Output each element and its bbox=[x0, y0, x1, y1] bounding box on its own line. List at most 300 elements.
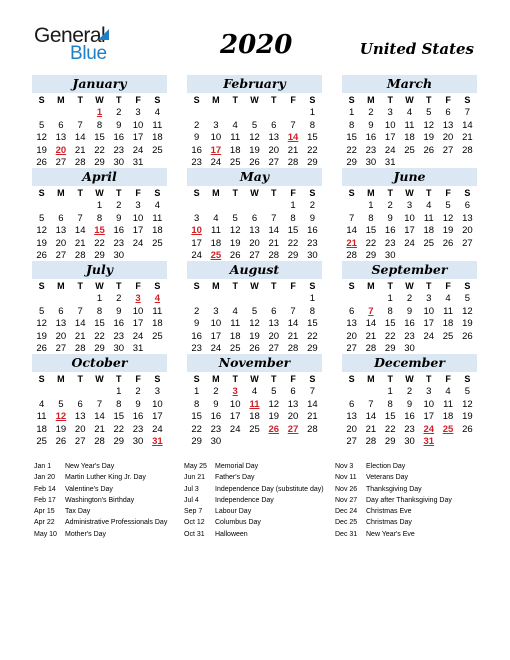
day-cell: 19 bbox=[268, 411, 280, 422]
empty-day bbox=[32, 107, 51, 120]
weekday-header: T bbox=[426, 374, 432, 384]
day-cell: 9 bbox=[135, 398, 141, 410]
weekday-header: M bbox=[367, 188, 375, 198]
holiday-name: Valentine's Day bbox=[65, 485, 113, 493]
weekday-header: T bbox=[77, 374, 83, 384]
weekday-header: S bbox=[193, 188, 200, 198]
day-cell: 28 bbox=[287, 157, 299, 168]
day-cell: 5 bbox=[251, 305, 258, 317]
weekday-header: S bbox=[348, 374, 355, 384]
weekday-header: T bbox=[232, 281, 238, 291]
day-cell: 27 bbox=[74, 436, 86, 447]
day-cell: 1 bbox=[387, 386, 393, 397]
weekday-header: W bbox=[95, 374, 104, 384]
day-cell: 13 bbox=[268, 318, 280, 329]
day-cell: 22 bbox=[94, 237, 105, 249]
day-cell: 21 bbox=[287, 330, 299, 342]
day-cell: 8 bbox=[96, 119, 103, 131]
day-cell: 18 bbox=[404, 132, 415, 143]
empty-day bbox=[264, 200, 283, 213]
empty-day bbox=[187, 200, 206, 213]
day-cell: 25 bbox=[229, 157, 241, 168]
weekday-header: S bbox=[348, 95, 355, 105]
day-cell: 2 bbox=[116, 293, 122, 304]
day-cell: 2 bbox=[193, 305, 200, 317]
day-cell: 28 bbox=[94, 436, 105, 447]
day-cell: 17 bbox=[191, 237, 202, 249]
day-cell: 13 bbox=[287, 398, 299, 410]
day-cell: 22 bbox=[346, 144, 357, 156]
month-grid bbox=[32, 94, 167, 170]
empty-day bbox=[51, 107, 70, 120]
day-cell: 15 bbox=[94, 132, 105, 143]
day-cell: 6 bbox=[251, 212, 258, 224]
holiday-name: Day after Thanksgiving Day bbox=[366, 496, 452, 504]
holiday-name: Father's Day bbox=[215, 474, 255, 482]
day-cell: 13 bbox=[55, 318, 67, 329]
day-cell: 28 bbox=[307, 423, 318, 435]
day-cell: 13 bbox=[462, 212, 473, 224]
holiday-name: Veterans Day bbox=[366, 474, 409, 482]
day-cell: 24 bbox=[404, 237, 415, 249]
day-cell: 8 bbox=[309, 305, 315, 317]
day-cell: 1 bbox=[387, 293, 393, 304]
day-cell: 29 bbox=[113, 436, 125, 447]
month-title: July bbox=[32, 261, 167, 279]
weekday-header: M bbox=[57, 281, 65, 291]
day-cell: 28 bbox=[74, 157, 86, 168]
holiday-item bbox=[184, 472, 324, 483]
day-cell: 15 bbox=[384, 318, 396, 329]
day-cell: 1 bbox=[96, 200, 103, 211]
holiday-name: Independence Day bbox=[215, 496, 274, 504]
month-november bbox=[187, 354, 322, 449]
day-cell: 17 bbox=[423, 411, 435, 422]
month-title: September bbox=[342, 261, 477, 279]
holiday-item bbox=[335, 529, 452, 540]
day-cell: 12 bbox=[268, 398, 280, 410]
logo-text-blue: Blue bbox=[70, 43, 107, 64]
holiday-item bbox=[335, 506, 452, 517]
empty-day bbox=[32, 293, 51, 306]
weekday-header: S bbox=[464, 95, 471, 105]
holiday-day: 25 bbox=[210, 250, 222, 261]
month-april bbox=[32, 168, 167, 263]
day-cell: 26 bbox=[462, 423, 473, 435]
holiday-day: 1 bbox=[96, 107, 103, 118]
empty-day bbox=[206, 107, 225, 120]
day-cell: 14 bbox=[268, 225, 280, 236]
empty-day bbox=[71, 293, 90, 306]
day-cell: 25 bbox=[152, 144, 163, 156]
month-grid bbox=[342, 280, 477, 356]
day-cell: 3 bbox=[213, 305, 219, 317]
day-cell: 21 bbox=[462, 132, 473, 143]
empty-day bbox=[245, 107, 264, 120]
day-cell: 2 bbox=[135, 386, 141, 397]
day-cell: 31 bbox=[132, 343, 144, 354]
weekday-header: T bbox=[116, 281, 122, 291]
day-cell: 15 bbox=[384, 411, 396, 422]
day-cell: 30 bbox=[113, 157, 125, 168]
holiday-date: Jun 21 bbox=[184, 474, 206, 482]
holiday-item bbox=[34, 517, 167, 528]
weekday-header: F bbox=[135, 374, 141, 384]
day-cell: 23 bbox=[210, 423, 222, 435]
empty-day bbox=[51, 386, 70, 399]
day-cell: 10 bbox=[132, 212, 144, 224]
day-cell: 2 bbox=[387, 200, 393, 211]
day-cell: 16 bbox=[365, 132, 377, 143]
day-cell: 16 bbox=[132, 411, 144, 422]
day-cell: 23 bbox=[384, 237, 396, 249]
holiday-item bbox=[34, 529, 167, 540]
holiday-name: Columbus Day bbox=[215, 519, 261, 527]
day-cell: 1 bbox=[348, 107, 355, 118]
holiday-column-3 bbox=[335, 461, 452, 540]
empty-day bbox=[226, 200, 245, 213]
day-cell: 24 bbox=[132, 330, 144, 342]
month-january bbox=[32, 75, 167, 170]
day-cell: 27 bbox=[346, 343, 357, 354]
day-cell: 24 bbox=[210, 157, 222, 168]
day-cell: 15 bbox=[365, 225, 377, 236]
holiday-name: Washington's Birthday bbox=[65, 496, 135, 504]
day-cell: 20 bbox=[249, 237, 260, 249]
day-cell: 12 bbox=[462, 305, 473, 317]
month-title: November bbox=[187, 354, 322, 372]
day-cell: 5 bbox=[251, 119, 258, 131]
holiday-day: 3 bbox=[135, 293, 141, 304]
empty-day bbox=[245, 200, 264, 213]
weekday-header: T bbox=[426, 95, 432, 105]
empty-day bbox=[361, 386, 380, 399]
day-cell: 14 bbox=[307, 398, 318, 410]
weekday-header: F bbox=[290, 188, 296, 198]
day-cell: 4 bbox=[406, 107, 413, 118]
day-cell: 20 bbox=[55, 237, 67, 249]
day-cell: 8 bbox=[193, 398, 200, 410]
holiday-name: Memorial Day bbox=[215, 463, 259, 470]
day-cell: 7 bbox=[96, 398, 103, 410]
empty-day bbox=[342, 386, 361, 399]
day-cell: 12 bbox=[462, 398, 473, 410]
day-cell: 26 bbox=[442, 237, 454, 249]
weekday-header: T bbox=[77, 95, 83, 105]
empty-day bbox=[206, 200, 225, 213]
holiday-item bbox=[34, 506, 167, 517]
holiday-name: Mother's Day bbox=[65, 530, 107, 538]
holiday-date: Jan 20 bbox=[34, 474, 56, 482]
empty-day bbox=[187, 107, 206, 120]
day-cell: 20 bbox=[462, 225, 473, 236]
day-cell: 27 bbox=[249, 250, 260, 261]
day-cell: 28 bbox=[268, 250, 280, 261]
day-cell: 7 bbox=[464, 107, 470, 118]
weekday-header: W bbox=[405, 188, 414, 198]
day-cell: 27 bbox=[268, 343, 280, 354]
weekday-header: M bbox=[57, 188, 65, 198]
day-cell: 9 bbox=[406, 398, 413, 410]
day-cell: 12 bbox=[229, 225, 241, 236]
holiday-date: Oct 12 bbox=[184, 519, 205, 527]
day-cell: 17 bbox=[132, 318, 144, 329]
day-cell: 8 bbox=[290, 212, 296, 224]
month-grid bbox=[187, 94, 322, 170]
day-cell: 23 bbox=[307, 237, 318, 249]
day-cell: 12 bbox=[36, 225, 47, 236]
empty-day bbox=[32, 200, 51, 213]
day-cell: 1 bbox=[193, 386, 200, 397]
weekday-header: M bbox=[212, 281, 220, 291]
weekday-header: S bbox=[38, 281, 45, 291]
day-cell: 29 bbox=[191, 436, 202, 447]
day-cell: 11 bbox=[152, 305, 163, 317]
day-cell: 21 bbox=[365, 330, 377, 342]
day-cell: 3 bbox=[387, 107, 393, 118]
day-cell: 29 bbox=[384, 343, 396, 354]
day-cell: 3 bbox=[135, 107, 141, 118]
holiday-date: Apr 15 bbox=[34, 508, 55, 516]
day-cell: 24 bbox=[229, 423, 241, 435]
day-cell: 27 bbox=[55, 250, 67, 261]
day-cell: 18 bbox=[210, 237, 222, 249]
day-cell: 8 bbox=[116, 398, 122, 410]
weekday-header: T bbox=[426, 281, 432, 291]
weekday-header: T bbox=[77, 188, 83, 198]
day-cell: 5 bbox=[58, 398, 64, 410]
day-cell: 2 bbox=[116, 107, 122, 118]
empty-day bbox=[264, 293, 283, 306]
month-march bbox=[342, 75, 477, 170]
day-cell: 11 bbox=[404, 119, 415, 131]
day-cell: 29 bbox=[94, 250, 105, 261]
day-cell: 6 bbox=[464, 200, 470, 211]
month-june bbox=[342, 168, 477, 263]
weekday-header: T bbox=[77, 281, 83, 291]
empty-day bbox=[206, 293, 225, 306]
weekday-header: T bbox=[271, 95, 277, 105]
weekday-header: S bbox=[348, 281, 355, 291]
empty-day bbox=[245, 293, 264, 306]
day-cell: 19 bbox=[55, 423, 67, 435]
weekday-header: W bbox=[95, 188, 104, 198]
holiday-item bbox=[34, 495, 167, 506]
holiday-name: Halloween bbox=[215, 530, 248, 538]
day-cell: 5 bbox=[38, 119, 45, 131]
day-cell: 19 bbox=[229, 237, 241, 249]
weekday-header: W bbox=[405, 374, 414, 384]
day-cell: 5 bbox=[464, 386, 470, 397]
day-cell: 5 bbox=[426, 107, 432, 118]
day-cell: 29 bbox=[94, 343, 105, 354]
day-cell: 11 bbox=[230, 318, 241, 329]
weekday-header: S bbox=[38, 374, 45, 384]
day-cell: 19 bbox=[442, 225, 454, 236]
day-cell: 18 bbox=[36, 423, 47, 435]
holiday-day: 25 bbox=[442, 423, 454, 435]
holiday-day: 10 bbox=[191, 225, 202, 236]
holiday-day: 26 bbox=[268, 423, 280, 435]
day-cell: 2 bbox=[213, 386, 219, 397]
day-cell: 6 bbox=[290, 386, 296, 397]
day-cell: 9 bbox=[116, 305, 122, 317]
day-cell: 26 bbox=[249, 343, 260, 354]
weekday-header: T bbox=[116, 188, 122, 198]
day-cell: 10 bbox=[423, 398, 435, 410]
holiday-item bbox=[335, 472, 452, 483]
holiday-day: 15 bbox=[94, 225, 105, 236]
holiday-date: Jul 3 bbox=[184, 485, 199, 493]
weekday-header: F bbox=[445, 188, 451, 198]
weekday-header: M bbox=[57, 95, 65, 105]
day-cell: 17 bbox=[210, 330, 222, 342]
day-cell: 30 bbox=[307, 250, 318, 261]
weekday-header: M bbox=[367, 95, 375, 105]
month-grid bbox=[342, 373, 477, 449]
holiday-day: 31 bbox=[152, 436, 163, 447]
weekday-header: M bbox=[212, 188, 220, 198]
day-cell: 27 bbox=[346, 436, 357, 447]
empty-day bbox=[32, 386, 51, 399]
day-cell: 8 bbox=[96, 305, 103, 317]
day-cell: 1 bbox=[96, 293, 103, 304]
day-cell: 27 bbox=[462, 237, 473, 249]
day-cell: 2 bbox=[309, 200, 315, 211]
day-cell: 26 bbox=[229, 250, 241, 261]
empty-day bbox=[283, 107, 302, 120]
month-october bbox=[32, 354, 167, 449]
day-cell: 25 bbox=[249, 423, 260, 435]
weekday-header: F bbox=[445, 374, 451, 384]
day-cell: 25 bbox=[229, 343, 241, 354]
day-cell: 10 bbox=[132, 305, 144, 317]
day-cell: 19 bbox=[36, 330, 47, 342]
day-cell: 2 bbox=[406, 386, 413, 397]
holiday-date: Jul 4 bbox=[184, 496, 199, 504]
day-cell: 11 bbox=[423, 212, 434, 224]
day-cell: 1 bbox=[290, 200, 296, 211]
holiday-name: Independence Day (substitute day) bbox=[215, 485, 324, 493]
day-cell: 2 bbox=[116, 200, 122, 211]
day-cell: 6 bbox=[77, 398, 83, 410]
day-cell: 22 bbox=[113, 423, 125, 435]
day-cell: 29 bbox=[287, 250, 299, 261]
day-cell: 4 bbox=[232, 119, 238, 131]
day-cell: 6 bbox=[58, 305, 64, 317]
day-cell: 17 bbox=[404, 225, 415, 236]
day-cell: 16 bbox=[191, 330, 202, 342]
holiday-name: New Year's Day bbox=[65, 463, 115, 470]
day-cell: 16 bbox=[113, 132, 125, 143]
holiday-item bbox=[184, 461, 324, 472]
day-cell: 13 bbox=[74, 411, 86, 422]
day-cell: 21 bbox=[74, 144, 86, 156]
weekday-header: M bbox=[212, 374, 220, 384]
holiday-day: 12 bbox=[55, 411, 67, 422]
day-cell: 13 bbox=[55, 132, 67, 143]
calendar-country: United States bbox=[359, 40, 474, 58]
holiday-item bbox=[184, 529, 324, 540]
weekday-header: M bbox=[367, 374, 375, 384]
weekday-header: T bbox=[271, 374, 277, 384]
day-cell: 11 bbox=[152, 212, 163, 224]
holiday-item bbox=[184, 484, 324, 495]
day-cell: 15 bbox=[113, 411, 125, 422]
day-cell: 18 bbox=[152, 132, 163, 143]
empty-day bbox=[71, 107, 90, 120]
day-cell: 4 bbox=[213, 212, 219, 224]
day-cell: 5 bbox=[271, 386, 277, 397]
month-title: March bbox=[342, 75, 477, 93]
day-cell: 19 bbox=[249, 144, 260, 156]
day-cell: 24 bbox=[384, 144, 396, 156]
day-cell: 1 bbox=[309, 107, 315, 118]
month-title: January bbox=[32, 75, 167, 93]
day-cell: 9 bbox=[368, 119, 374, 131]
day-cell: 18 bbox=[442, 318, 454, 329]
holiday-name: Martin Luther King Jr. Day bbox=[65, 474, 146, 482]
day-cell: 7 bbox=[271, 212, 277, 224]
month-grid bbox=[342, 187, 477, 263]
day-cell: 20 bbox=[268, 330, 280, 342]
day-cell: 5 bbox=[38, 212, 45, 224]
weekday-header: S bbox=[38, 188, 45, 198]
day-cell: 5 bbox=[445, 200, 451, 211]
day-cell: 20 bbox=[346, 330, 357, 342]
weekday-header: T bbox=[116, 95, 122, 105]
weekday-header: F bbox=[135, 281, 141, 291]
day-cell: 10 bbox=[210, 132, 222, 143]
day-cell: 16 bbox=[307, 225, 318, 236]
day-cell: 9 bbox=[406, 305, 413, 317]
weekday-header: F bbox=[290, 374, 296, 384]
day-cell: 10 bbox=[404, 212, 415, 224]
logo-text-general: General bbox=[34, 24, 106, 47]
day-cell: 3 bbox=[154, 386, 160, 397]
day-cell: 28 bbox=[287, 343, 299, 354]
day-cell: 9 bbox=[213, 398, 219, 410]
day-cell: 18 bbox=[152, 318, 163, 329]
day-cell: 11 bbox=[443, 305, 453, 317]
weekday-header: T bbox=[271, 281, 277, 291]
brand-logo bbox=[34, 22, 114, 62]
month-title: April bbox=[32, 168, 167, 186]
day-cell: 6 bbox=[348, 398, 355, 410]
weekday-header: S bbox=[154, 188, 161, 198]
holiday-item bbox=[34, 472, 167, 483]
day-cell: 7 bbox=[290, 119, 296, 131]
weekday-header: W bbox=[95, 281, 104, 291]
holiday-date: Sep 7 bbox=[184, 508, 203, 516]
day-cell: 7 bbox=[77, 119, 83, 131]
day-cell: 18 bbox=[152, 225, 163, 236]
day-cell: 6 bbox=[271, 119, 277, 131]
weekday-header: T bbox=[232, 188, 238, 198]
calendar-year: 2020 bbox=[220, 30, 293, 60]
day-cell: 14 bbox=[74, 132, 86, 143]
day-cell: 24 bbox=[132, 144, 144, 156]
day-cell: 25 bbox=[423, 237, 435, 249]
day-cell: 14 bbox=[462, 119, 473, 131]
day-cell: 21 bbox=[287, 144, 299, 156]
day-cell: 29 bbox=[307, 343, 318, 354]
weekday-header: W bbox=[405, 95, 414, 105]
day-cell: 18 bbox=[249, 411, 260, 422]
month-title: August bbox=[187, 261, 322, 279]
day-cell: 8 bbox=[387, 398, 393, 410]
weekday-header: T bbox=[271, 188, 277, 198]
